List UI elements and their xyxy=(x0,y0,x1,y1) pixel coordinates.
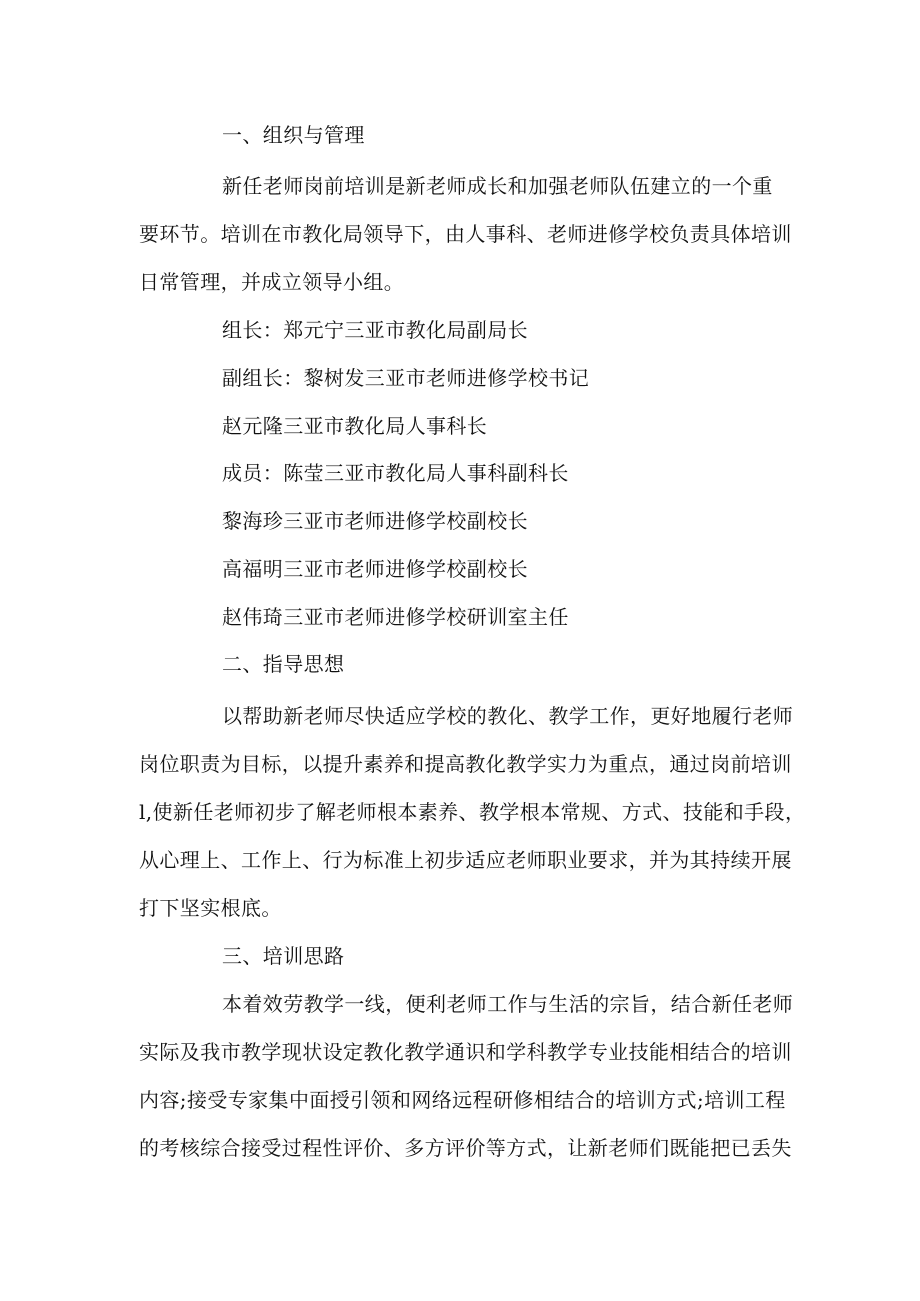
paragraph-line: 从心理上、工作上、行为标准上初步适应老师职业要求，并为其持续开展 xyxy=(139,848,792,872)
paragraph-line: l,使新任老师初步了解老师根本素养、教学根本常规、方式、技能和手段， xyxy=(139,800,806,824)
member-line: 赵伟琦三亚市老师进修学校研训室主任 xyxy=(222,605,569,629)
paragraph-line: 岗位职责为目标，以提升素养和提高教化教学实力为重点，通过岗前培训 xyxy=(139,752,792,776)
paragraph-line: 以帮助新老师尽快适应学校的教化、教学工作，更好地履行老师 xyxy=(222,704,794,728)
paragraph-line: 的考核综合接受过程性评价、多方评价等方式，让新老师们既能把已丢失 xyxy=(139,1136,792,1160)
paragraph-line: 内容;接受专家集中面授引领和网络远程研修相结合的培训方式;培训工程 xyxy=(139,1088,786,1112)
member-line: 赵元隆三亚市教化局人事科长 xyxy=(222,414,488,438)
paragraph-line: 本着效劳教学一线，便利老师工作与生活的宗旨，结合新任老师 xyxy=(222,992,794,1016)
paragraph-line: 新任老师岗前培训是新老师成长和加强老师队伍建立的一个重 xyxy=(222,174,773,198)
member-line: 成员：陈莹三亚市教化局人事科副科长 xyxy=(222,461,569,485)
section-heading-guiding-thought: 二、指导思想 xyxy=(222,652,345,676)
member-line: 高福明三亚市老师进修学校副校长 xyxy=(222,557,528,581)
paragraph-line: 实际及我市教学现状设定教化教学通识和学科教学专业技能相结合的培训 xyxy=(139,1040,792,1064)
member-line: 副组长：黎树发三亚市老师进修学校书记 xyxy=(222,366,590,390)
section-heading-organization: 一、组织与管理 xyxy=(222,123,365,147)
section-heading-training-approach: 三、培训思路 xyxy=(222,944,345,968)
paragraph-line: 要环节。培训在市教化局领导下，由人事科、老师进修学校负责具体培训 xyxy=(139,222,792,246)
paragraph-line: 打下坚实根底。 xyxy=(139,896,282,920)
paragraph-line: 日常管理，并成立领导小组。 xyxy=(139,270,405,294)
member-line: 组长：郑元宁三亚市教化局副局长 xyxy=(222,318,528,342)
member-line: 黎海珍三亚市老师进修学校副校长 xyxy=(222,509,528,533)
